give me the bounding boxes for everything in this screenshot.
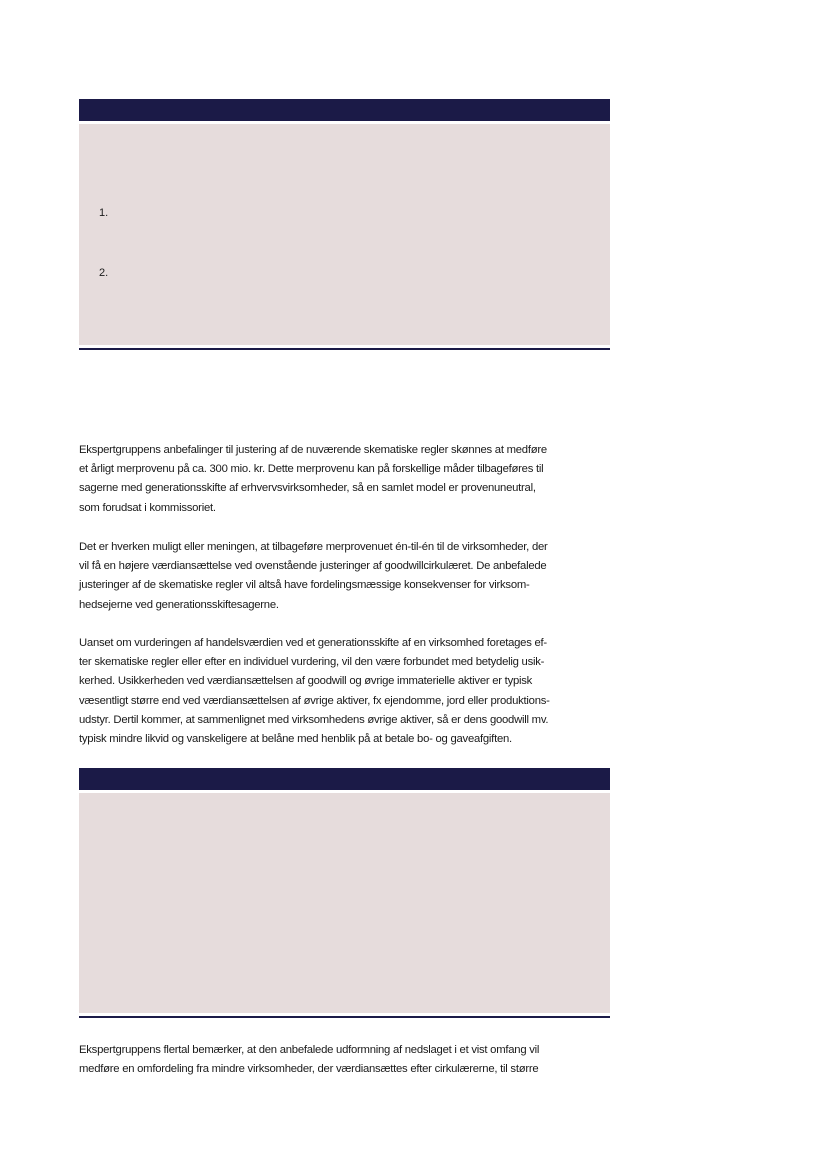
paragraph-line: medføre en omfordeling fra mindre virksomheder, der værdiansættes efter cirkulærerne, til større xyxy=(79,1063,539,1076)
paragraph-line: hedsejerne ved generationsskiftesagerne. xyxy=(79,598,279,611)
paragraph-line: Ekspertgruppens anbefalinger til justering af de nuværende skematiske regler skønnes at medføre xyxy=(79,444,547,456)
paragraph-3 xyxy=(79,634,619,749)
box-2-body xyxy=(79,793,610,1013)
paragraph-1 xyxy=(79,441,619,518)
paragraph-line: som forudsat i kommissoriet. xyxy=(79,501,216,514)
paragraph-line: Det er hverken muligt eller meningen, at tilbageføre merprovenuet én-til-én til de virksomheder, der xyxy=(79,541,548,553)
paragraph-line: væsentligt større end ved værdiansættelsen af øvrige aktiver, fx ejendomme, jord eller produktions- xyxy=(79,694,550,707)
paragraph-line: ter skematiske regler eller efter en individuel vurdering, vil den være forbundet med betydelig usik- xyxy=(79,656,545,669)
paragraph-line: vil få en højere værdiansættelse ved ovenstående justeringer af goodwillcirkulæret. De anbefalede xyxy=(79,560,547,573)
paragraph-line: justeringer af de skematiske regler vil altså have fordelingsmæssige konsekvenser for virksom- xyxy=(79,579,530,592)
paragraph-line: typisk mindre likvid og vanskeligere at belåne med henblik på at betale bo- og gaveafgiften. xyxy=(79,733,512,746)
paragraph-line: udstyr. Dertil kommer, at sammenlignet med virksomhedens øvrige aktiver, så er dens goodwill mv. xyxy=(79,713,549,726)
paragraph-line: Uanset om vurderingen af handelsværdien ved et generationsskifte af en virksomhed foretages ef- xyxy=(79,637,547,649)
box-2-bottom-rule xyxy=(79,1016,610,1018)
box-1-bottom-rule xyxy=(79,348,610,350)
paragraph-line: et årligt merprovenu på ca. 300 mio. kr. Dette merprovenu kan på forskellige måder tilbageføres til xyxy=(79,463,544,476)
box-1-list-number-2: 2. xyxy=(99,267,109,279)
box-1-header-bar xyxy=(79,99,610,121)
paragraph-line: sagerne med generationsskifte af erhvervsvirksomheder, så en samlet model er provenuneutral, xyxy=(79,482,536,495)
paragraph-2 xyxy=(79,538,619,615)
box-1-body xyxy=(79,124,610,345)
box-2-header-bar xyxy=(79,768,610,790)
paragraph-4 xyxy=(79,1041,619,1079)
box-1-list-number-1: 1. xyxy=(99,207,109,219)
paragraph-line: Ekspertgruppens flertal bemærker, at den anbefalede udformning af nedslaget i et vist omfang vil xyxy=(79,1044,540,1056)
paragraph-line: kerhed. Usikkerheden ved værdiansættelsen af goodwill og øvrige immaterielle aktiver er typisk xyxy=(79,675,533,688)
